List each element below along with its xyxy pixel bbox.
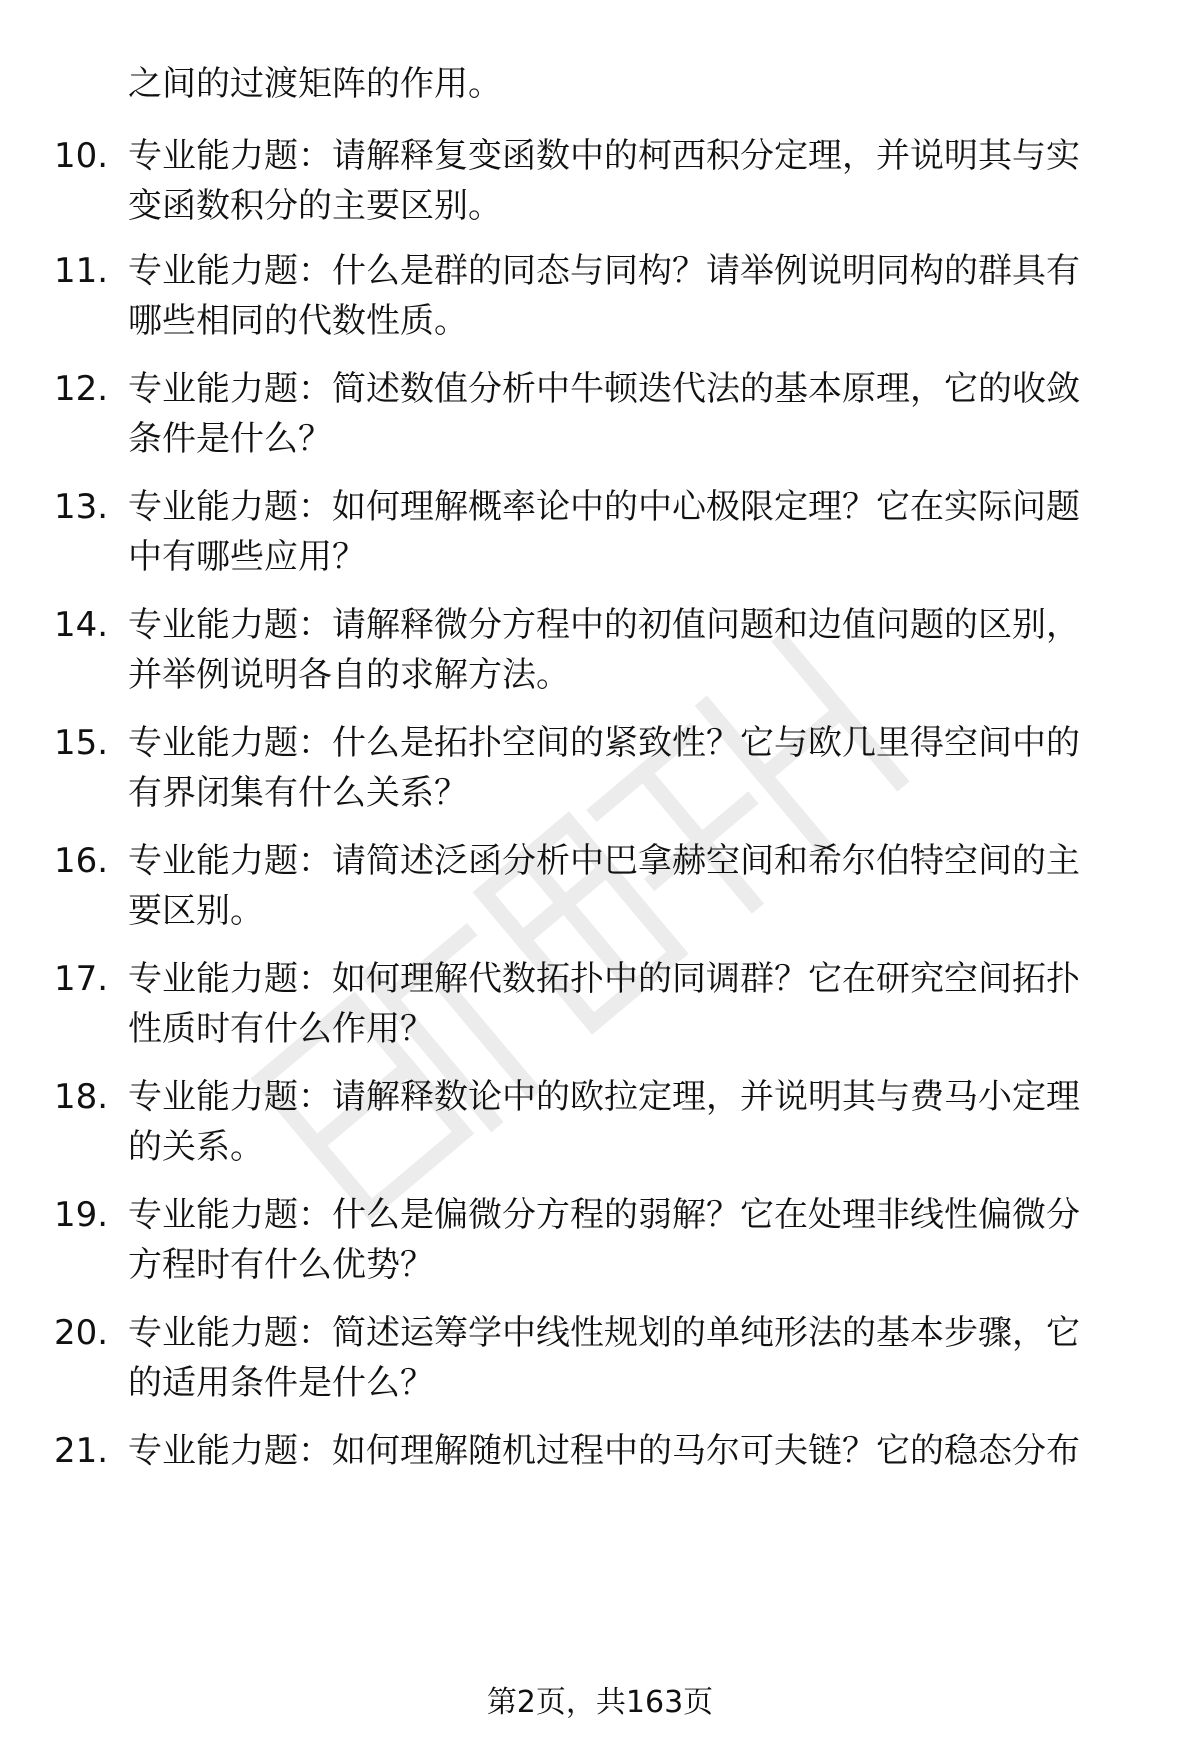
question-text-line: 专业能力题：简述运筹学中线性规划的单纯形法的基本步骤，它 [128, 1313, 1080, 1353]
question-number: 18. [54, 1077, 109, 1117]
question-text-line: 专业能力题：如何理解代数拓扑中的同调群？它在研究空间拓扑 [128, 959, 1080, 999]
question-text-line: 并举例说明各自的求解方法。 [128, 655, 570, 695]
question-text-line: 专业能力题：请解释复变函数中的柯西积分定理，并说明其与实 [128, 136, 1080, 176]
question-text-line: 要区别。 [128, 891, 264, 931]
question-text-line: 有界闭集有什么关系？ [128, 773, 468, 813]
question-text-line: 专业能力题：请解释微分方程中的初值问题和边值问题的区别， [128, 605, 1080, 645]
page-footer: 第2页，共163页 [486, 1685, 714, 1720]
question-text-line: 专业能力题：什么是群的同态与同构？请举例说明同构的群具有 [128, 251, 1080, 291]
question-text-line: 专业能力题：请解释数论中的欧拉定理，并说明其与费马小定理 [128, 1077, 1080, 1117]
question-number: 15. [54, 723, 109, 763]
question-text-line: 专业能力题：请简述泛函分析中巴拿赫空间和希尔伯特空间的主 [128, 841, 1080, 881]
question-text-line: 专业能力题：什么是拓扑空间的紧致性？它与欧几里得空间中的 [128, 723, 1080, 763]
question-text-line: 专业能力题：如何理解概率论中的中心极限定理？它在实际问题 [128, 487, 1080, 527]
question-text-line: 专业能力题：什么是偏微分方程的弱解？它在处理非线性偏微分 [128, 1195, 1080, 1235]
question-number: 17. [54, 959, 109, 999]
continuation-line: 之间的过渡矩阵的作用。 [128, 64, 502, 104]
question-text-line: 专业能力题：简述数值分析中牛顿迭代法的基本原理，它的收敛 [128, 369, 1080, 409]
question-number: 11. [54, 251, 109, 291]
question-text-line: 变函数积分的主要区别。 [128, 186, 502, 226]
question-text-line: 性质时有什么作用？ [128, 1009, 434, 1049]
question-number: 10. [54, 136, 109, 176]
question-number: 19. [54, 1195, 109, 1235]
question-number: 20. [54, 1313, 109, 1353]
question-text-line: 哪些相同的代数性质。 [128, 301, 468, 341]
question-text-line: 条件是什么？ [128, 419, 332, 459]
question-text-line: 的适用条件是什么？ [128, 1363, 434, 1403]
question-text-line: 方程时有什么优势？ [128, 1245, 434, 1285]
question-number: 14. [54, 605, 109, 645]
question-number: 16. [54, 841, 109, 881]
question-number: 21. [54, 1431, 109, 1471]
question-text-line: 中有哪些应用？ [128, 537, 366, 577]
question-number: 12. [54, 369, 109, 409]
question-number: 13. [54, 487, 109, 527]
question-text-line: 的关系。 [128, 1127, 264, 1167]
question-text-line: 专业能力题：如何理解随机过程中的马尔可夫链？它的稳态分布 [128, 1431, 1080, 1471]
